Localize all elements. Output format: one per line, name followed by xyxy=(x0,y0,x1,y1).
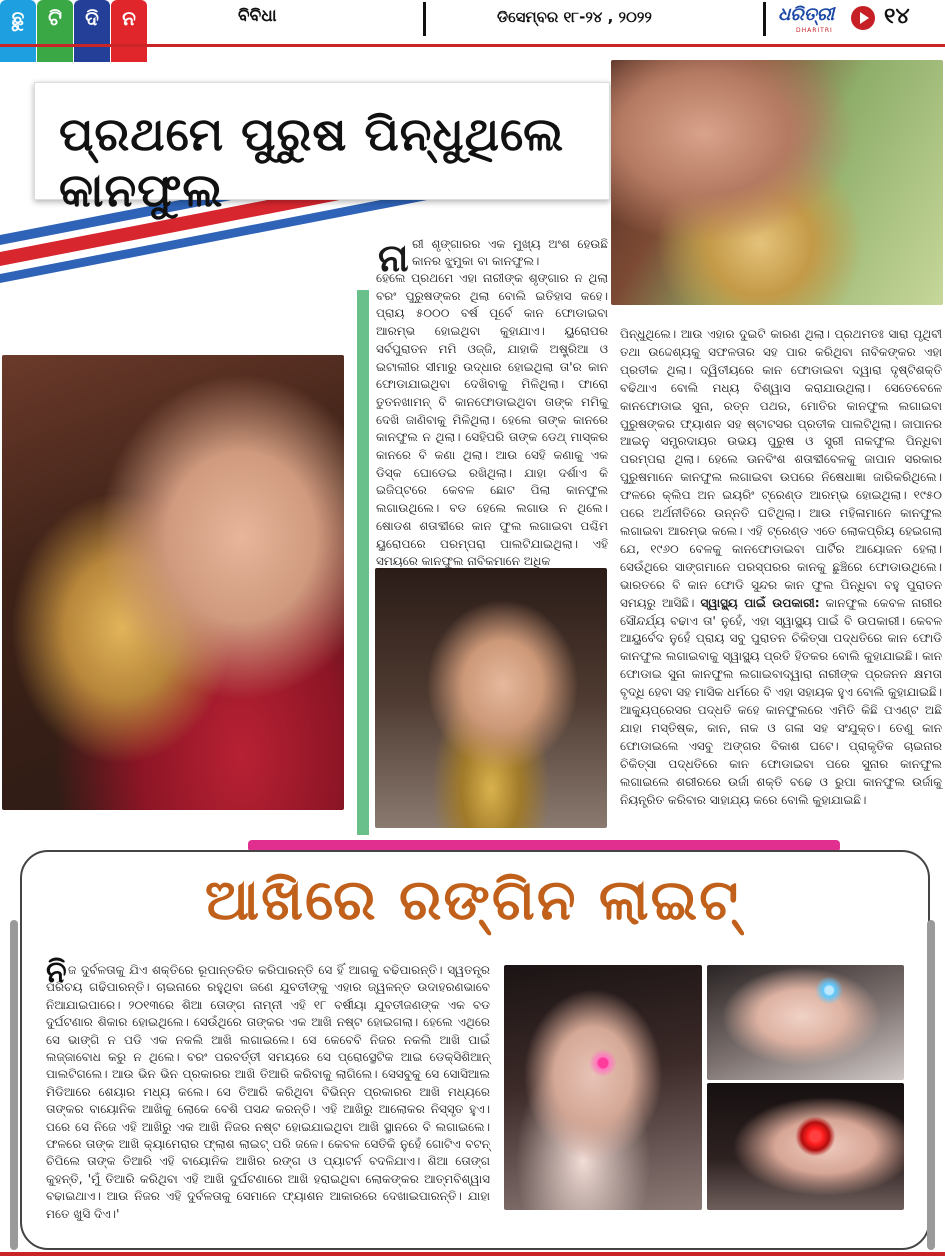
section-tile: ନ xyxy=(111,0,147,62)
feature-headline: ଆଖିରେ ରଙ୍ଗିନ ଲାଇଟ୍ xyxy=(204,868,741,933)
section-name: ବିବିଧା xyxy=(238,6,277,26)
page-number: ୧୪ xyxy=(884,4,910,29)
article-intro: ରୀ ଶୃଙ୍ଗାରର ଏକ ମୁଖ୍ୟ ଅଂଶ ହେଉଛି କାନର ଝୁମୁକା ବା କାନଫୁଲ। xyxy=(412,237,608,269)
header-rule xyxy=(0,44,945,47)
article-column-2-text: ପିନ୍ଧୁଥିଲେ। ଆଉ ଏହାର ଦୁଇଟି କାରଣ ଥିଲା। ପ୍ରଥମତଃ ସାରା ପୃଥିବୀ ତଥା ଉଦ୍ଦେଶ୍ୟକୁ ସଫଳତାର ସହ ପାର କରିଥିବା ନାବିକଙ୍କର ଏହା ପ୍ରତୀକ ଥିଲା। ଦ୍ୱିତୀୟରେ କାନ ଫୋଡାଇବା ଦ୍ୱାରା ଦୃଷ୍ଟିଶକ୍ତି ବଢିଥାଏ ବୋଲି ମଧ୍ୟ ବିଶ୍ୱାସ କରାଯାଉଥିଲା। ସେତେବେଳେ କାନଫୋଡାଇ ସୁନା, ରତ୍ନ ପଥର, ମୋତିର କାନଫୁଲ ଲଗାଇବା ପୁରୁଷଙ୍କର ଫ୍ୟାଶନ ସହ ଷ୍ଟାଟସର ପ୍ରତୀକ ପାଲଟିଥିଲା। ଜାପାନର ଆଇନୁ ସମ୍ପ୍ରଦାୟର ଉଭୟ ପୁରୁଷ ଓ ସ୍ତ୍ରୀ ନାକଫୁଲ ପିନ୍ଧିବା ପରମ୍ପରା ଥିଲା। ହେଲେ ଊନବିଂଶ ଶତାବ୍ଦୀବେଳକୁ ଜାପାନ ସରକାର ପୁରୁଷମାନେ କାନଫୁଲ ଲଗାଇବା ଉପରେ ନିଷେଧାଜ୍ଞା ଜାରିକରିଥିଲେ। ଫଳରେ କ୍ଲିପ ଅନ ଇୟରିଂ ଟ୍ରେଣ୍ଡ ଆରମ୍ଭ ହୋଇଥିଲା। ୧୯୫୦ ପରେ ଅର୍ଥନୀତିରେ ଉନ୍ନତି ଘଟିଥିଲା। ଆଉ ମହିଳାମାନେ କାନଫୁଲ ଲଗାଇବା ଆରମ୍ଭ କଲେ। ଏହି ଟ୍ରେଣ୍ଡ ଏତେ ଲୋକପ୍ରିୟ ହେଇଗଲା ଯେ, ୧୯୬୦ ବେଳକୁ କାନଫୋଡାଇବା ପାର୍ଟିର ଆୟୋଜନ ହେଲା। ସେଉଁଥିରେ ସାଙ୍ଗମାନେ ପରସ୍ପରର କାନକୁ ଛୁଞ୍ଚିରେ ଫୋଡାଉଥିଲେ। ଭାରତରେ ବି କାନ ଫୋଡି ସୁନ୍ଦର କାନ ଫୁଲ ପିନ୍ଧିବା ବହୁ ପୁରାତନ ସମୟରୁ ଆସିଛି। xyxy=(620,327,942,610)
article-column-1-text: ହେଲେ ପ୍ରଥମେ ଏହା ନାରୀଙ୍କ ଶୃଙ୍ଗାର ନ ଥିଲା ବରଂ ପୁରୁଷଙ୍କର ଥିଲା ବୋଲି ଇତିହାସ କହେ। ପ୍ରାୟ ୫୦୦୦ ବର୍ଷ ପୂର୍ବେ କାନ ଫୋଡାଇବା ଆରମ୍ଭ ହୋଇଥିବା କୁହାଯାଏ। ୟୁରୋପର ସର୍ବପୁରାତନ ମମି ଓଜ୍ଜି, ଯାହାକି ଅଷ୍ଟ୍ରିଆ ଓ ଇଟାଲୀର ସୀମାରୁ ଉଦ୍ଧାର ହୋଇଥିଲା ତା'ର କାନ ଫୋଡାଯାଇଥିବା ଦେଖିବାକୁ ମିଳିଥିଲା। ଫାରୋ ତୁତନଖାମନ୍ ବି କାନଫୋଡାଇଥିବା ତାଙ୍କ ମମିକୁ ଦେଖି ଜାଣିବାକୁ ମିଳିଥିଲା। ହେଲେ ତାଙ୍କ କାନରେ କାନଫୁଲ ନ ଥିଲା। ସେହିପରି ତାଙ୍କ ଡେଥ୍ ମାସ୍କର କାନରେ ବି କଣା ଥିଲା। ଆଉ ସେହି କଣାକୁ ଏକ ଡିସ୍କ ଘୋଡେଇ ରଖିଥିଲା। ଯାହା ଦର୍ଶାଏ କି ଇଜିପ୍ଟରେ କେବଳ ଛୋଟ ପିଲା କାନଫୁଲ ଲଗାଉଥିଲେ। ବଡ ହେଲେ ଲଗାଉ ନ ଥିଲେ। ଷୋଡଶ ଶତାବ୍ଦୀରେ କାନ ଫୁଲ ଲଗାଇବା ପଶ୍ଚିମ ୟୁରୋପରେ ପରମ୍ପରା ପାଲଟିଯାଇଥିଲା। ଏହି ସମୟରେ କାନଫୁଲ ନାବିକମାନେ ଅଧିକ xyxy=(376,271,608,569)
earring-model-photo-left xyxy=(2,355,344,810)
newspaper-logo: ଧରିତ୍ରୀ xyxy=(778,4,835,25)
drop-cap: ନା xyxy=(378,236,409,280)
earring-model-photo-middle xyxy=(375,568,607,828)
headline-box xyxy=(34,82,610,217)
section-tile: ଦି xyxy=(74,0,110,62)
side-bar xyxy=(927,920,935,1250)
bionic-eye-photo-1 xyxy=(504,965,702,1210)
divider xyxy=(423,2,426,36)
newspaper-logo-sub: DHARITRI xyxy=(796,27,833,34)
section-tile: ଛୁ xyxy=(0,0,36,62)
bionic-eye-photo-3 xyxy=(707,1083,904,1210)
section-tile: ଟି xyxy=(37,0,73,62)
article-column-2-text-2: କାନଫୁଲ କେବଳ ନାରୀର ସୌନ୍ଦର୍ଯ୍ୟ ବଢାଏ ତା' ନୁହେଁ, ଏହା ସ୍ୱାସ୍ଥ୍ୟ ପାଇଁ ବି ଉପକାରୀ। କେବଳ ଆୟୁର୍ବେଦ ନୁହେଁ ପ୍ରାୟ ସବୁ ପୁରାତନ ଚିକିତ୍ସା ପଦ୍ଧତିରେ କାନ ଫୋଡି କାନଫୁଲ ଲଗାଇବାକୁ ସ୍ୱାସ୍ଥ୍ୟ ପ୍ରତି ହିତକର ବୋଲି କୁହାଯାଇଛି। କାନ ଫୋଡାଇ ସୁନା କାନଫୁଲ ଲଗାଇବାଦ୍ୱାରା ନାରୀଙ୍କ ପ୍ରଜନନ କ୍ଷମତା ବୃଦ୍ଧି ହେବା ସହ ମାସିକ ଧର୍ମରେ ବି ଏହା ସହାୟକ ହୁଏ ବୋଲି କୁହାଯାଇଛି। ଆକ୍ୟୁପ୍ରେସର ପଦ୍ଧତି କହେ କାନଫୁଲରେ ଏମିତି କିଛି ପଏଣ୍ଟ ଅଛି ଯାହା ମସ୍ତିଷ୍କ, କାନ, ନାକ ଓ ଗଳା ସହ ସଂଯୁକ୍ତ। ତେଣୁ କାନ ଫୋଡାଇଲେ ଏସବୁ ଅଙ୍ଗର ବିକାଶ ଘଟେ। ପ୍ରାକୃତିକ ଚାଇନାର ଚିକିତ୍ସା ପଦ୍ଧତିରେ କାନ ଫୋଡାଇବା ପରେ ସୁନାର କାନଫୁଲ ଲଗାଇଲେ ଶରୀରରେ ଉର୍ଜା ଶକ୍ତି ବଢେ ଓ ରୁପା କାନଫୁଲ ଉର୍ଜାକୁ ନିୟନ୍ତ୍ରିତ କରିବାର ସାହାଯ୍ୟ କରେ ବୋଲି କୁହାଯାଇଛି। xyxy=(620,595,942,807)
headline: ପ୍ରଥମେ ପୁରୁଷ ପିନ୍ଧୁଥିଲେ କାନଫୁଲ xyxy=(59,107,565,217)
issue-date: ଡିସେମ୍ବର ୧୮-୨୪ , ୨୦୨୨ xyxy=(497,8,652,26)
feature-body: ଜ ଦୁର୍ବଳତାକୁ ଯିଏ ଶକ୍ତିରେ ରୂପାନ୍ତରିତ କରିପାରନ୍ତି ସେ ହିଁ ଆଗକୁ ବଢିପାରନ୍ତି। ସ୍ୱତନ୍ତ୍ର ପରିଚୟ ଗଢିପାରନ୍ତି। ଚାଇନାରେ ରହୁଥିବା ଜଣେ ଯୁବତୀଙ୍କୁ ଏହାର ଜ୍ୱଳନ୍ତ ଉଦାହରଣଭାବେ ନିଆଯାଇପାରେ। ୨୦୧୩ରେ ଶିଆ ତୋଙ୍ଗ ନାମ୍ନୀ ଏହି ୧୮ ବର୍ଷୀୟା ଯୁବତୀଜଣଙ୍କ ଏକ ବଡ ଦୁର୍ଘଟଣାର ଶିକାର ହୋଇଥିଲେ। ସେଉଁଥିରେ ତାଙ୍କର ଏକ ଆଖି ନଷ୍ଟ ହୋଇଗଲା। ହେଲେ ଏଥିରେ ସେ ଭାଙ୍ଗି ନ ପଡି ଏକ ନକଲି ଆଖି ଲଗାଇଲେ। ସେ କେବେବି ନିଜର ନକଲି ଆଖି ପାଇଁ ଲଜ୍ଜାବୋଧ କରୁ ନ ଥିଲେ। ବରଂ ପରବର୍ତ୍ତୀ ସମୟରେ ସେ ପ୍ରୋସ୍ଥେଟିକ ଆଇ ଡେକ୍ସିଶିଆନ୍ ପାଲଟିଗଲେ। ଆଉ ଭିନ ଭିନ ପ୍ରକାରର ଆଖି ତିଆରି କରିବାକୁ ଲାଗିଲେ। ସେସବୁକୁ ସେ ସୋସିଆଲ ମିଡିଆରେ ଶେୟାର ମଧ୍ୟ କଲେ। ସେ ତିଆରି କରିଥିବା ବିଭିନ୍ନ ପ୍ରକାରର ଆଖି ମଧ୍ୟରେ ତାଙ୍କର ବାୟୋନିକ ଆଖିକୁ ଲୋକେ ବେଶି ପସନ୍ଦ କରନ୍ତି। ଏହି ଆଖିରୁ ଆଲୋକର ନିସ୍ସୃତ ହୁଏ। ପରେ ସେ ନିଜେ ଏହି ଆଖିରୁ ଏକ ଆଖି ନିଜର ନଷ୍ଟ ହୋଇଯାଇଥିବା ଆଖି ସ୍ଥାନରେ ବି ଲଗାଇଲେ। ଫଳରେ ତାଙ୍କ ଆଖି କ୍ୟାମେରାର ଫ୍ଲାଶ ଲାଇଟ୍ ପରି ଜଳେ। କେବଳ ସେତିକି ନୁହେଁ ଗୋଟିଏ ବଟନ୍ ଚିପିଲେ ତାଙ୍କ ତିଆରି ଏହି ବାୟୋନିକ ଆଖିର ରଙ୍ଗ ଓ ପ୍ୟାଟର୍ନ ବଦଳିଯାଏ। ଶିଆ ତୋଙ୍ଗ କୁହନ୍ତି, 'ମୁଁ ତିଆରି କରିଥିବା ଏହି ଆଖି ଦୁର୍ଘଟଣାରେ ଆଖି ହରାଇଥିବା ଲୋକଙ୍କର ଆତ୍ମବିଶ୍ୱାସ ବଢାଇଥାଏ। ଆଉ ନିଜର ଏହି ଦୁର୍ବଳତାକୁ ସେମାନେ ଫ୍ୟାଶନ ଆକାରରେ ଦେଖାଇପାରନ୍ତି। ଯାହା ମତେ ଖୁସି ଦିଏ।' xyxy=(46,963,490,1221)
column-divider xyxy=(357,290,369,835)
page-header xyxy=(0,0,945,44)
section-tiles xyxy=(0,0,148,62)
bionic-eye-photo-2 xyxy=(707,965,904,1080)
article-column-2 xyxy=(620,326,942,809)
side-bar xyxy=(10,920,18,1250)
article-column-1 xyxy=(376,270,608,571)
drop-cap: ନି xyxy=(46,955,67,990)
subheading: ସ୍ୱାସ୍ଥ୍ୟ ପାଇଁ ଉପକାରୀ: xyxy=(700,595,820,610)
earring-model-photo-top xyxy=(611,60,943,305)
footer-rule xyxy=(0,1252,945,1256)
divider xyxy=(763,2,766,36)
play-icon xyxy=(851,6,875,30)
